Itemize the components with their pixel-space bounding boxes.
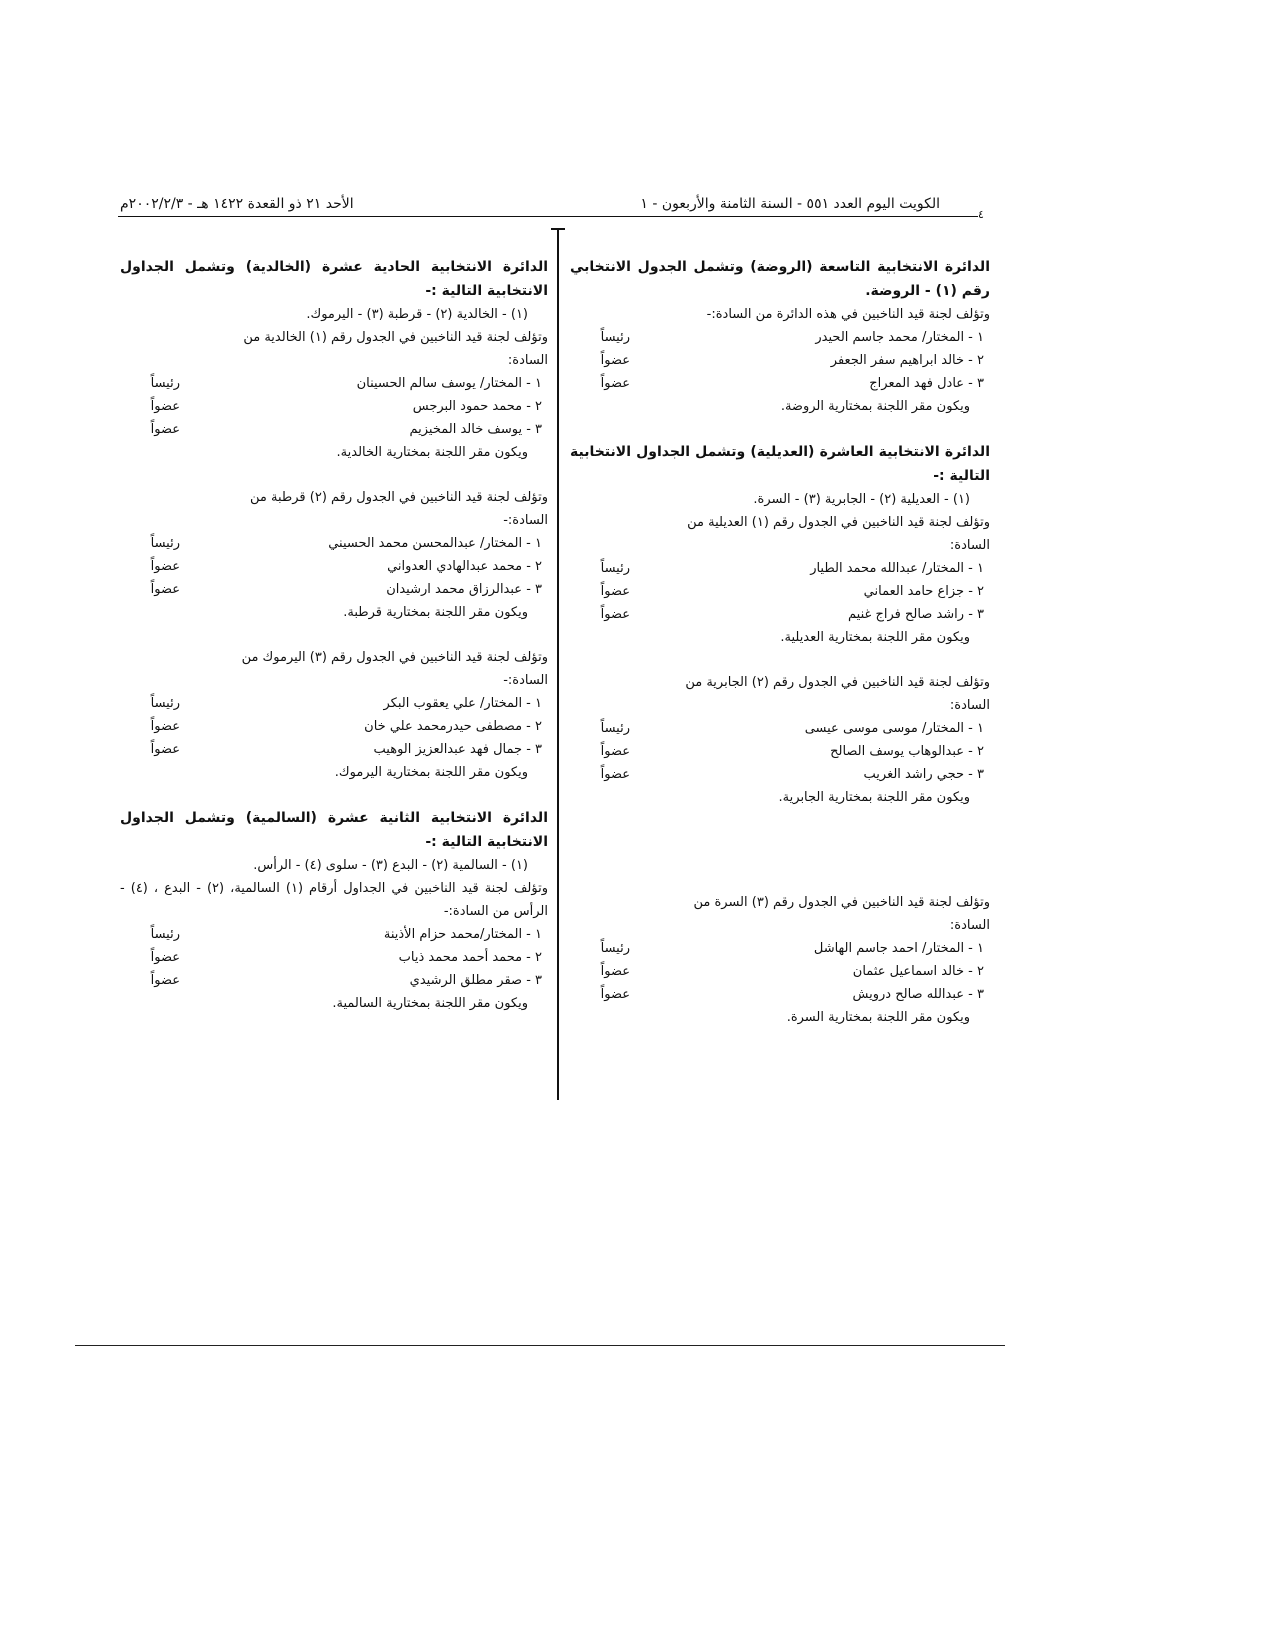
section-title: الدائرة الانتخابية العاشرة (العديلية) وتشمل الجداول الانتخابية التالية :-	[570, 444, 990, 484]
sada-label: السادة:	[507, 353, 548, 368]
member-row	[570, 763, 990, 786]
member-row	[120, 372, 548, 395]
member-row	[570, 349, 990, 372]
committee-intro: وتؤلف لجنة قيد الناخبين في هذه الدائرة من السادة:-	[706, 307, 990, 322]
committee-intro: وتؤلف لجنة قيد الناخبين في الجدول رقم (١) العديلية من	[687, 515, 990, 530]
section-title: الدائرة الانتخابية الثانية عشرة (السالمية) وتشمل الجداول الانتخابية التالية :-	[120, 810, 548, 850]
member-name: ٢ - جزاع حامد العماني	[863, 584, 984, 599]
areas-list: (١) - العديلية (٢) - الجابرية (٣) - السرة.	[753, 492, 970, 507]
member-role: عضواً	[600, 376, 630, 391]
member-row	[120, 532, 548, 555]
column-divider	[557, 228, 559, 1100]
member-role: رئيساً	[150, 696, 180, 711]
committee-intro: وتؤلف لجنة قيد الناخبين في الجدول رقم (٢) الجابرية من	[685, 675, 990, 690]
member-role: عضواً	[150, 559, 180, 574]
member-role: عضواً	[600, 584, 630, 599]
committee-intro: وتؤلف لجنة قيد الناخبين في الجدول رقم (٢) قرطبة من	[250, 490, 548, 505]
member-name: ١ - المختار/ عبدالمحسن محمد الحسيني	[328, 536, 542, 551]
right-column	[570, 255, 990, 1051]
section-title: الدائرة الانتخابية التاسعة (الروضة) وتشمل الجدول الانتخابي رقم (١) - الروضة.	[570, 259, 990, 299]
member-name: ٢ - خالد ابراهيم سفر الجعفر	[830, 353, 984, 368]
member-role: عضواً	[150, 719, 180, 734]
header-rule	[118, 216, 978, 217]
member-name: ١ - المختار/ محمد جاسم الحيدر	[815, 330, 984, 345]
member-name: ٢ - عبدالوهاب يوسف الصالح	[830, 744, 984, 759]
member-role: رئيساً	[600, 941, 630, 956]
member-row	[120, 418, 548, 441]
member-role: عضواً	[150, 422, 180, 437]
member-name: ٣ - راشد صالح فراج غنيم	[848, 607, 984, 622]
committee-intro: وتؤلف لجنة قيد الناخبين في الجدول رقم (١) الخالدية من	[243, 330, 548, 345]
member-role: رئيساً	[600, 330, 630, 345]
committee-seat: ويكون مقر اللجنة بمختارية السالمية.	[332, 996, 528, 1011]
committee-seat: ويكون مقر اللجنة بمختارية السرة.	[786, 1010, 970, 1025]
member-row	[120, 738, 548, 761]
member-name: ٣ - عبدالله صالح درويش	[852, 987, 984, 1002]
member-role: عضواً	[150, 399, 180, 414]
member-name: ١ - المختار/ يوسف سالم الحسينان	[356, 376, 542, 391]
areas-list: (١) - الخالدية (٢) - قرطبة (٣) - اليرموك.	[306, 307, 528, 322]
committee-seat: ويكون مقر اللجنة بمختارية الخالدية.	[336, 445, 528, 460]
sada-label: السادة:	[949, 918, 990, 933]
member-row	[570, 717, 990, 740]
member-row	[120, 395, 548, 418]
member-row	[570, 937, 990, 960]
member-role: عضواً	[600, 607, 630, 622]
member-name: ١ - المختار/ عبدالله محمد الطيار	[810, 561, 984, 576]
member-name: ٢ - محمد عبدالهادي العدواني	[387, 559, 542, 574]
section-district-11	[120, 255, 548, 464]
areas-list: (١) - السالمية (٢) - البدع (٣) - سلوى (٤) - الرأس.	[253, 858, 528, 873]
member-row	[570, 983, 990, 1006]
committee-intro: وتؤلف لجنة قيد الناخبين في الجداول أرقام (١) السالمية، (٢) - البدع ، (٤) - الرأس من السادة:-	[120, 881, 549, 919]
member-name: ١ - المختار/ علي يعقوب البكر	[383, 696, 542, 711]
member-name: ١ - المختار/محمد حزام الأذينة	[383, 927, 542, 942]
sada-label: السادة:	[949, 698, 990, 713]
member-role: عضواً	[600, 353, 630, 368]
section-district-9	[570, 255, 990, 418]
member-role: عضواً	[150, 582, 180, 597]
member-row	[120, 578, 548, 601]
sada-label: السادة:-	[503, 513, 548, 528]
member-row	[120, 969, 548, 992]
footer-rule	[75, 1345, 1005, 1346]
committee-seat: ويكون مقر اللجنة بمختارية اليرموك.	[334, 765, 528, 780]
member-name: ٣ - حجي راشد الغريب	[863, 767, 984, 782]
section-surra	[570, 891, 990, 1029]
section-district-10	[570, 440, 990, 649]
member-role: عضواً	[600, 744, 630, 759]
member-name: ٢ - محمد أحمد محمد ذياب	[398, 950, 542, 965]
committee-seat: ويكون مقر اللجنة بمختارية الروضة.	[780, 399, 970, 414]
member-role: رئيساً	[150, 927, 180, 942]
member-row	[570, 326, 990, 349]
member-role: رئيساً	[150, 536, 180, 551]
member-row	[120, 715, 548, 738]
header-date: الأحد ٢١ ذو القعدة ١٤٢٢ هـ - ٢٠٠٢/٢/٣م	[120, 196, 354, 212]
member-row	[120, 692, 548, 715]
member-role: عضواً	[600, 767, 630, 782]
member-name: ٣ - يوسف خالد المخيزيم	[409, 422, 542, 437]
member-row	[570, 603, 990, 626]
page-number-mark: ٤	[978, 208, 984, 221]
member-row	[570, 740, 990, 763]
section-qurtuba	[120, 486, 548, 624]
committee-intro: وتؤلف لجنة قيد الناخبين في الجدول رقم (٣) اليرموك من	[241, 650, 548, 665]
section-district-12	[120, 806, 548, 1015]
committee-seat: ويكون مقر اللجنة بمختارية العديلية.	[780, 630, 970, 645]
committee-intro: وتؤلف لجنة قيد الناخبين في الجدول رقم (٣) السرة من	[693, 895, 990, 910]
committee-seat: ويكون مقر اللجنة بمختارية الجابرية.	[778, 790, 970, 805]
member-role: رئيساً	[600, 561, 630, 576]
member-role: عضواً	[150, 742, 180, 757]
member-name: ٣ - صقر مطلق الرشيدي	[409, 973, 542, 988]
member-name: ٣ - عبدالرزاق محمد ارشيدان	[386, 582, 542, 597]
member-row	[120, 946, 548, 969]
member-role: عضواً	[150, 973, 180, 988]
member-name: ٢ - مصطفى حيدرمحمد علي خان	[364, 719, 542, 734]
section-yarmouk	[120, 646, 548, 784]
member-row	[570, 372, 990, 395]
member-row	[570, 580, 990, 603]
member-name: ١ - المختار/ موسى موسى عيسى	[804, 721, 984, 736]
member-role: عضواً	[600, 987, 630, 1002]
member-row	[120, 923, 548, 946]
sada-label: السادة:-	[503, 673, 548, 688]
member-name: ٢ - خالد اسماعيل عثمان	[852, 964, 984, 979]
header-issue-info: الكويت اليوم العدد ٥٥١ - السنة الثامنة والأربعون - ١	[640, 196, 940, 212]
member-role: رئيساً	[600, 721, 630, 736]
member-name: ١ - المختار/ احمد جاسم الهاشل	[813, 941, 984, 956]
member-name: ٣ - عادل فهد المعراج	[869, 376, 984, 391]
member-role: عضواً	[150, 950, 180, 965]
spacer	[570, 831, 990, 891]
member-role: رئيساً	[150, 376, 180, 391]
section-title: الدائرة الانتخابية الحادية عشرة (الخالدية) وتشمل الجداول الانتخابية التالية :-	[120, 259, 548, 299]
committee-seat: ويكون مقر اللجنة بمختارية قرطبة.	[343, 605, 528, 620]
member-role: عضواً	[600, 964, 630, 979]
member-row	[570, 960, 990, 983]
section-jabriya	[570, 671, 990, 809]
member-row	[120, 555, 548, 578]
member-name: ٢ - محمد حمود البرجس	[412, 399, 542, 414]
member-name: ٣ - جمال فهد عبدالعزيز الوهيب	[373, 742, 542, 757]
member-row	[570, 557, 990, 580]
left-column	[120, 255, 548, 1037]
sada-label: السادة:	[949, 538, 990, 553]
